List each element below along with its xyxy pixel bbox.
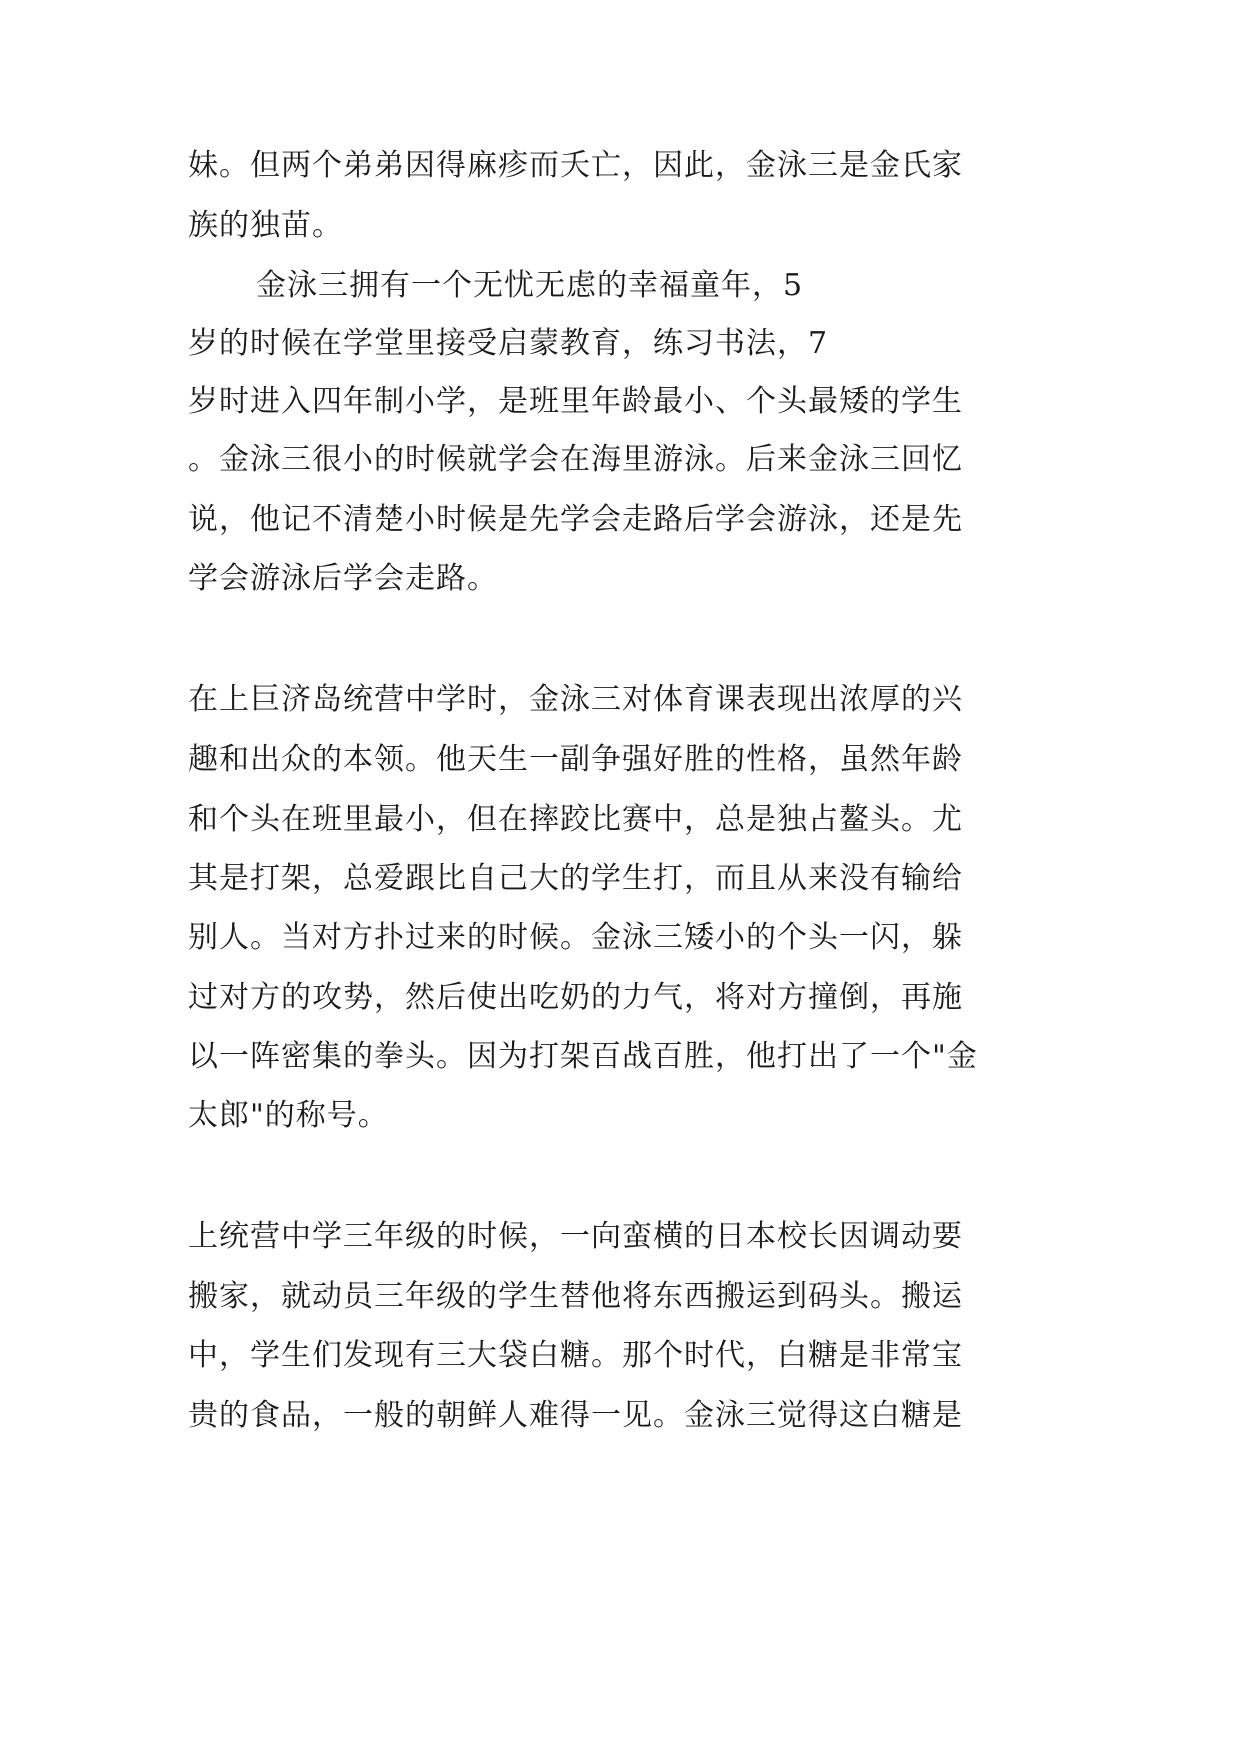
text-line: 以一阵密集的拳头。因为打架百战百胜，他打出了一个"金: [188, 1039, 978, 1074]
text-line: 搬家，就动员三年级的学生替他将东西搬运到码头。搬运: [188, 1279, 963, 1314]
text-line: 别人。当对方扑过来的时候。金泳三矮小的个头一闪，躲: [188, 920, 963, 955]
text-line: 中，学生们发现有三大袋白糖。那个时代，白糖是非常宝: [188, 1338, 963, 1373]
text-line: 妹。但两个弟弟因得麻疹而夭亡，因此，金泳三是金氏家: [188, 148, 963, 183]
text-line: 贵的食品，一般的朝鲜人难得一见。金泳三觉得这白糖是: [188, 1398, 963, 1433]
text-line: 族的独苗。: [188, 208, 343, 243]
text-line: 。金泳三很小的时候就学会在海里游泳。后来金泳三回忆: [188, 442, 963, 477]
text-line: 岁的时候在学堂里接受启蒙教育，练习书法，7: [188, 326, 829, 361]
text-line: 在上巨济岛统营中学时，金泳三对体育课表现出浓厚的兴: [188, 682, 963, 717]
text-line: 金泳三拥有一个无忧无虑的幸福童年，5: [256, 268, 804, 303]
text-line: 岁时进入四年制小学，是班里年龄最小、个头最矮的学生: [188, 384, 963, 419]
text-line: 过对方的攻势，然后使出吃奶的力气，将对方撞倒，再施: [188, 980, 963, 1015]
text-line: 说，他记不清楚小时候是先学会走路后学会游泳，还是先: [188, 502, 963, 537]
text-line: 和个头在班里最小，但在摔跤比赛中，总是独占鳌头。尤: [188, 802, 963, 837]
text-line: 其是打架，总爱跟比自己大的学生打，而且从来没有输给: [188, 861, 963, 896]
text-line: 学会游泳后学会走路。: [188, 561, 498, 596]
text-line: 太郎"的称号。: [188, 1098, 389, 1133]
text-line: 趣和出众的本领。他天生一副争强好胜的性格，虽然年龄: [188, 742, 963, 777]
text-line: 上统营中学三年级的时候，一向蛮横的日本校长因调动要: [188, 1219, 963, 1254]
